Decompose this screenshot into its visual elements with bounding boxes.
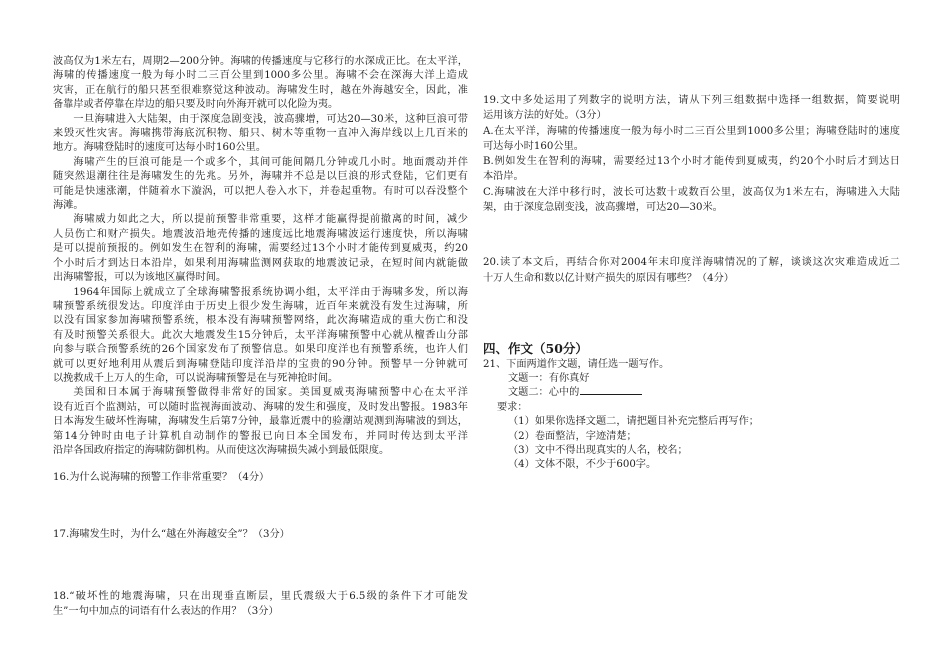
question-19-option-b-line: B.例如发生在智利的海啸，需要经过13个小时才能传到夏威夷，约20个小时后才到达日 [483,156,900,168]
passage-paragraph-5-line: 以没有国家参加海啸预警系统，根本没有海啸预警网络，此次海啸造成的重大伤亡和没 [53,315,468,327]
question-19-option-a-line: A.在太平洋，海啸的传播速度一般为每小时二三百公里到1000多公里；海啸登陆时的速度 [483,125,900,137]
title-blank-line [580,393,642,395]
requirements-list-line: （1）如果你选择文题二，请把题目补充完整后再写作； [508,416,759,428]
question-20-line: 20.读了本文后，再结合你对2004年末印度洋海啸情况的了解，谈谈这次灾难造成近二 [483,257,900,268]
passage-paragraph-3-line: 可能是快速涨潮，伴随着水下漩涡，可以把人卷入水下，并卷起重物。有时可以吞没整个 [53,185,468,197]
question-19-option-c-line: 架，由于深度急剧变浅，波高骤增，可达20—30米。 [483,202,723,214]
passage-paragraph-1-line: 海啸的传播速度一般为每小时二三百公里到1000多公里。海啸不会在深海大洋上造成 [53,70,468,82]
passage-paragraph-3 [53,156,468,214]
passage-paragraph-4-line: 海啸威力如此之大，所以提前预警非常重要，这样才能赢得提前撤离的时间，减少 [73,214,468,226]
requirements-list [483,415,900,473]
section-heading-composition: 四、作文（50分） [483,341,588,356]
passage-paragraph-5-line: 有及时预警关系很大。此次大地震发生15分钟后，太平洋海啸预警中心就从檀香山分部 [53,329,468,341]
passage-paragraph-4-line: 个小时后才到达日本沿岸，如果利用海啸监测网获取的地震波记录，在短时间内就能做 [53,257,468,269]
question-19-option-b [483,154,900,185]
question-18 [53,590,468,619]
question-17 [53,528,468,543]
reading-passage [53,55,468,458]
passage-paragraph-3-line: 随突然退潮往往是海啸发生的先兆。另外，海啸并不总是以巨浪的形式登陆，它们更有 [53,171,468,183]
passage-paragraph-6-line: 美国和日本属于海啸预警做得非常好的国家。美国夏威夷海啸预警中心在太平洋 [73,387,468,399]
passage-paragraph-4-line: 出海啸警报，可以为该地区赢得时间。 [53,272,227,284]
passage-paragraph-6-line: 沿岸各国政府指定的海啸防御机构。从而使这次海啸损失减小到最低限度。 [53,444,390,456]
question-20 [483,255,900,286]
requirements-label: 要求： [497,401,528,413]
requirements-list-line: （3）文中不得出现真实的人名，校名； [508,445,688,457]
passage-paragraph-2-line: 地方。海啸登陆时的速度可达每小时160公里。 [53,142,267,154]
question-19-stem-line: 运用该方法的好处。（3分） [483,110,607,122]
essay-topic-1: 文题一：有你真好 [508,373,590,384]
passage-paragraph-5-line: 1964年国际上就成立了全球海啸警报系统协调小组，太平洋由于海啸多发，所以海 [73,286,468,298]
requirements-list-line: （2）卷面整洁，字迹清楚； [508,430,637,442]
passage-paragraph-1-line: 灾害，正在航行的船只甚至很难察觉这种波动。海啸发生时，越在外海越安全，因此，准 [53,84,468,96]
passage-paragraph-3-line: 海滩。 [53,200,84,212]
question-17-line: 17.海啸发生时，为什么“越在外海越安全”？（3分） [53,529,290,540]
question-18-line: 18.“破坏性的地震海啸，只在出现垂直断层，里氏震级大于6.5级的条件下才可能发 [53,591,468,602]
passage-paragraph-4-line: 是可以提前预报的。例如发生在智利的海啸，需要经过13个小时才能传到夏威夷，约20 [53,243,468,255]
requirements-list-line: （4）文体不限，不少于600字。 [508,459,657,471]
question-19-stem-line: 19.文中多处运用了列数字的说明方法，请从下列三组数据中选择一组数据，简要说明 [483,95,900,106]
question-16-line: 16.为什么说海啸的预警工作非常重要？（4分） [53,472,270,483]
passage-paragraph-3-line: 海啸产生的巨浪可能是一个或多个，其间可能间隔几分钟或几小时。地面震动并伴 [73,156,468,168]
question-19 [483,93,900,215]
question-19-option-a [483,124,900,155]
question-19-stem [483,93,900,124]
question-19-option-c [483,185,900,216]
passage-paragraph-6-line: 日本海发生破坏性海啸，海啸发生后第7分钟，最靠近震中的验潮站观测到海啸波的到达， [53,416,468,428]
passage-paragraph-4-line: 人员伤亡和财产损失。地震波沿地壳传播的速度远比地震海啸波运行速度快，所以海啸 [53,228,468,240]
essay-topic-2-text: 文题二：心中的 [508,387,580,399]
question-18-line: 生”一句中加点的词语有什么表达的作用？（3分） [53,605,279,617]
passage-paragraph-1-line: 备靠岸或者停靠在岸边的船只要及时向外海开就可以化险为夷。 [53,99,339,111]
question-20-line: 十万人生命和数以亿计财产损失的原因有哪些？（4分） [483,272,734,284]
essay-topic-2 [483,386,900,400]
passage-paragraph-6 [53,386,468,458]
passage-paragraph-1-line: 波高仅为1米左右，周期2—200分钟。海啸的传播速度与它移行的水深成正比。在太平洋， [53,56,468,67]
passage-paragraph-4 [53,213,468,285]
passage-paragraph-5 [53,286,468,387]
passage-paragraph-5-line: 以挽救成千上万人的生命，可以说海啸预警是在与死神抢时间。 [53,372,339,384]
question-19-option-c-line: C.海啸波在大洋中移行时，波长可达数十或数百公里，波高仅为1米左右，海啸进入大陆 [483,186,900,198]
passage-paragraph-2 [53,113,468,156]
passage-paragraph-5-line: 向参与联合预警系统的26个国家发布了预警信息。如果印度洋也有预警系统，也许人们 [53,344,468,356]
question-16 [53,471,468,486]
question-21-prompt: 21、下面两道作文题，请任选一题写作。 [483,358,670,370]
question-19-option-b-line: 本沿岸。 [483,171,524,183]
question-19-option-a-line: 可达每小时160公里。 [483,140,584,152]
passage-paragraph-2-line: 来毁灭性灾害。海啸携带海底沉积物、船只、树木等重物一直冲入海岸线以上几百米的 [53,128,468,140]
passage-paragraph-2-line: 一旦海啸进入大陆架，由于深度急剧变浅，波高骤增，可达20—30米，这种巨浪可带 [73,113,468,125]
question-21 [483,358,900,473]
passage-paragraph-5-line: 就可以更好地利用从震后到海啸登陆印度洋沿岸的宝贵的90分钟。预警早一分钟就可 [53,358,468,370]
passage-paragraph-1 [53,55,468,113]
passage-paragraph-6-line: 第14分钟时由电子计算机自动制作的警报已向日本全国发布，并同时传达到太平洋 [53,430,468,442]
passage-paragraph-5-line: 啸预警系统很发达。印度洋由于历史上很少发生海啸，近百年来就没有发生过海啸，所 [53,300,468,312]
passage-paragraph-6-line: 设有近百个监测站，可以随时监视海面波动、海啸的发生和强度，及时发出警报。1983年 [53,401,468,413]
